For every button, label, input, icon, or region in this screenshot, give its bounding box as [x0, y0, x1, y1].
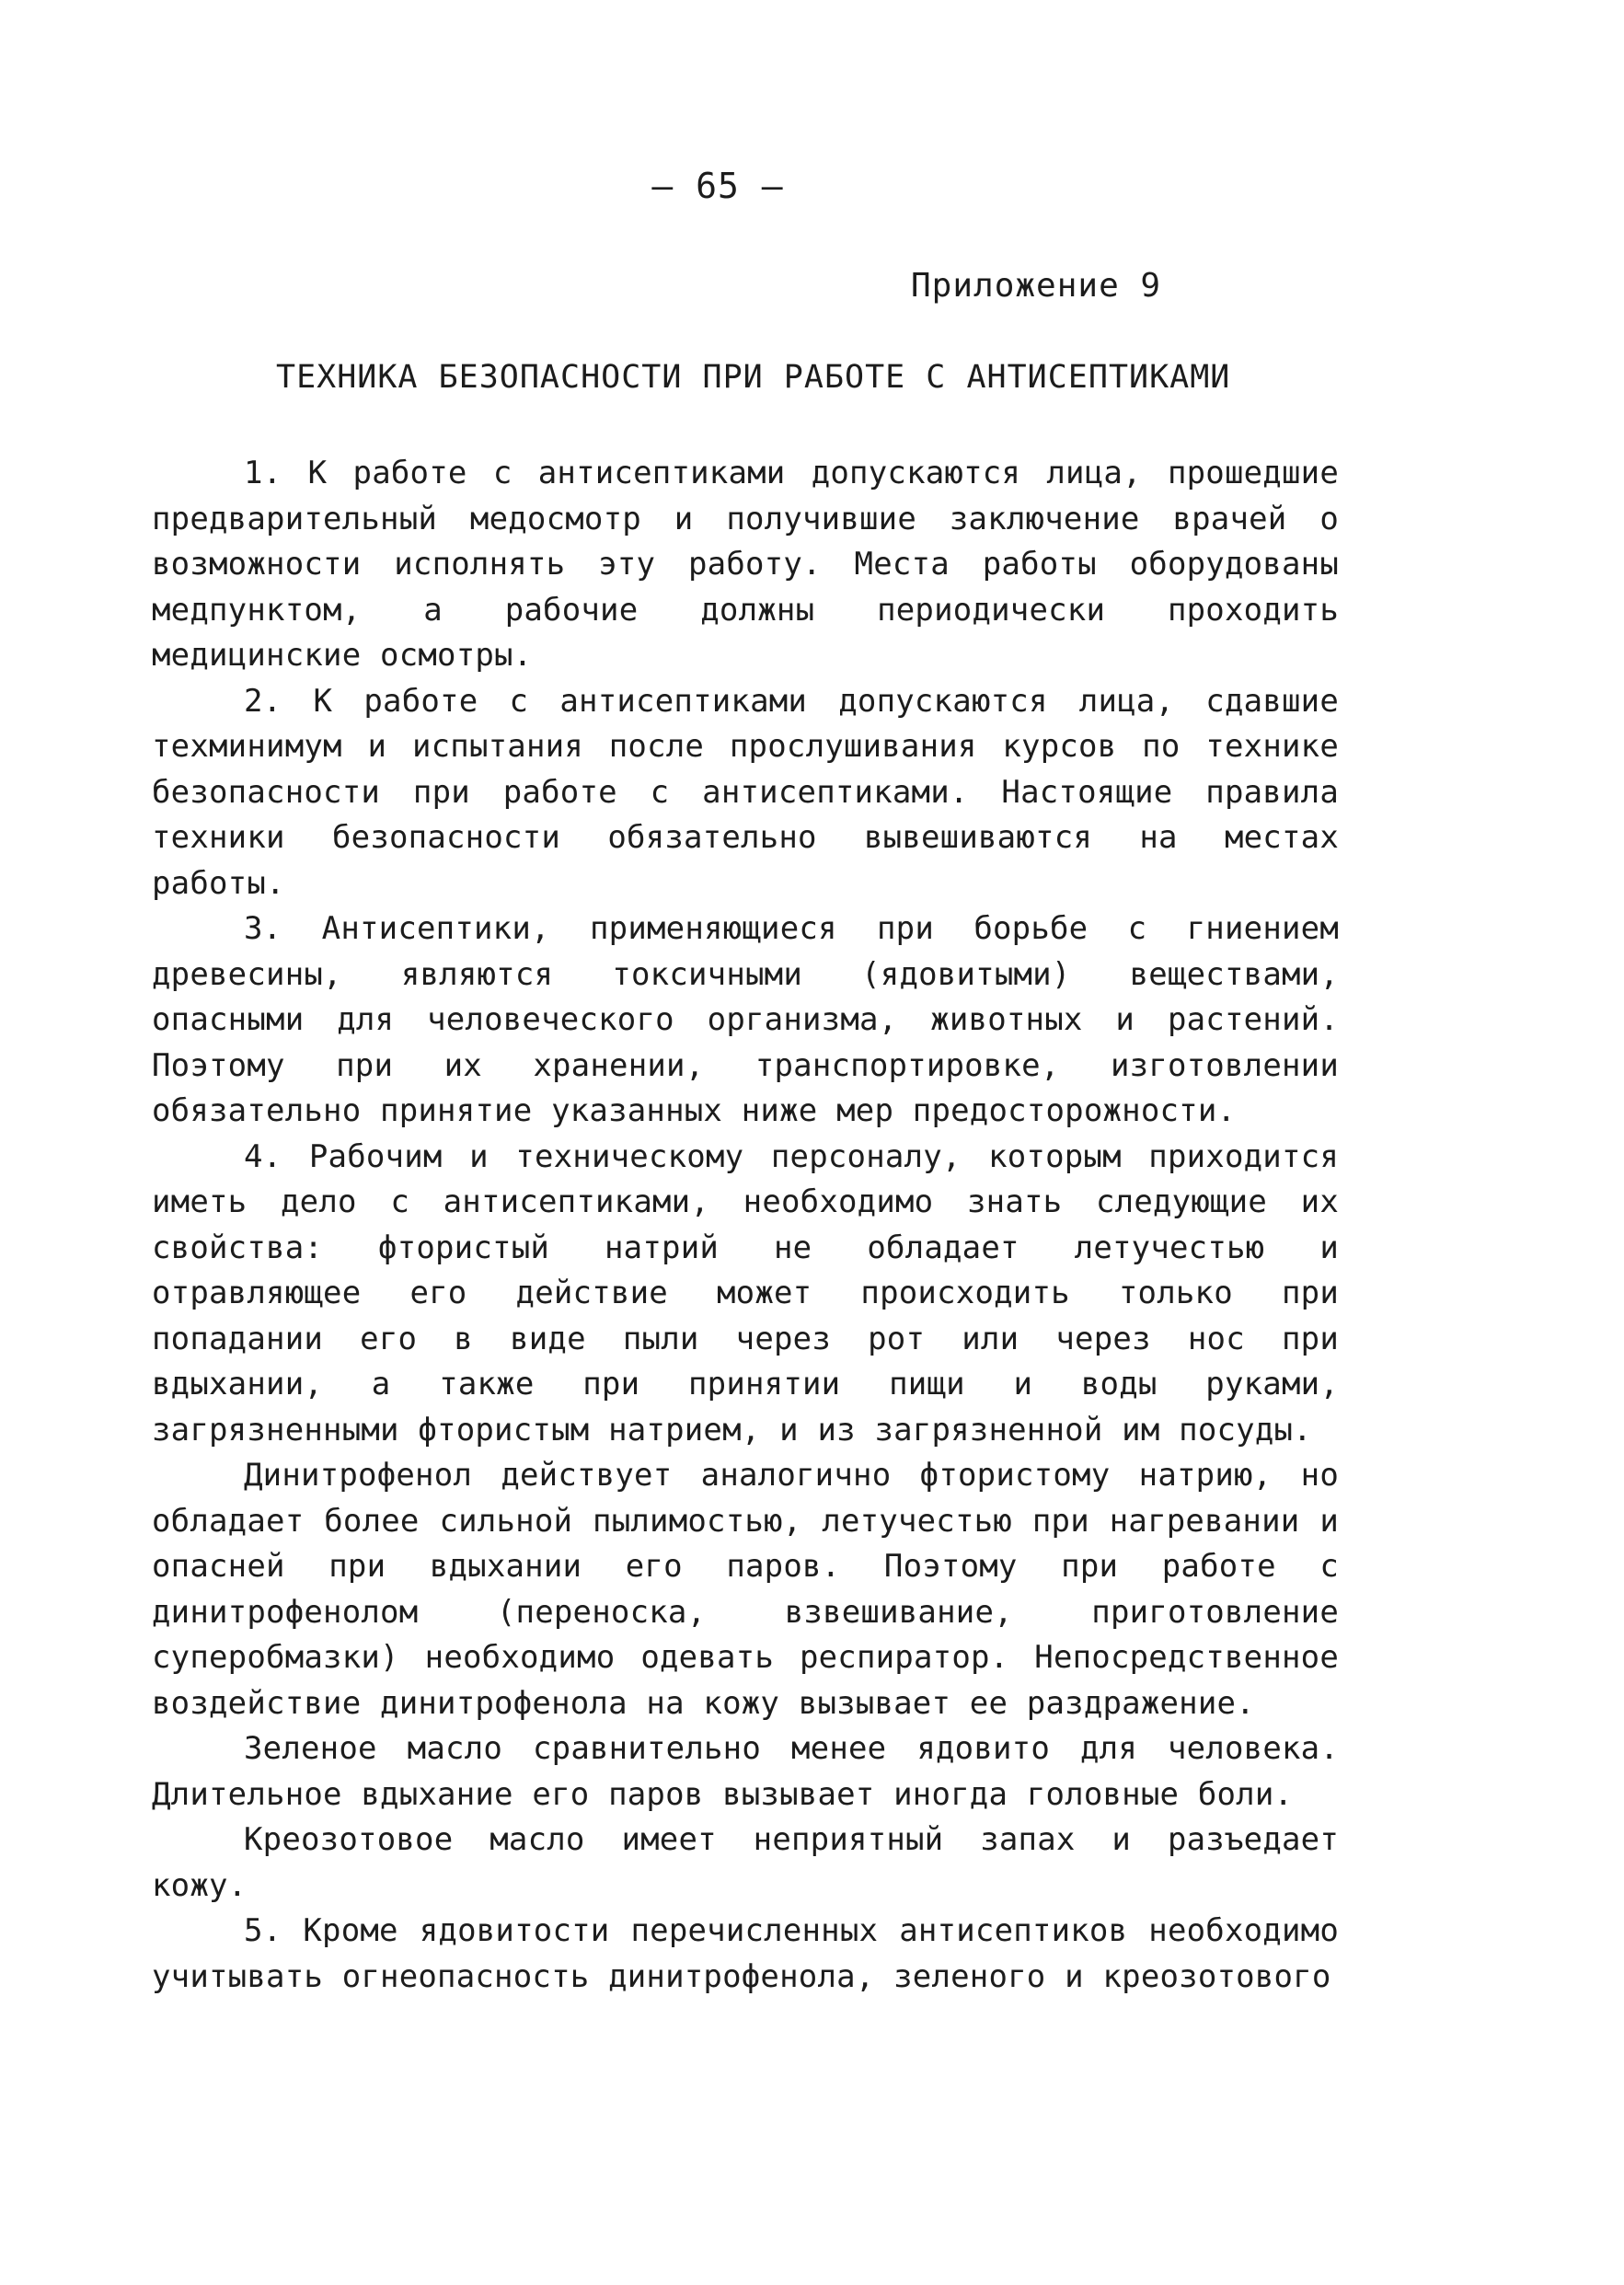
paragraph-creosote-oil: Креозотовое масло имеет неприятный запах и разъедает кожу.: [152, 1821, 1339, 1904]
paragraph-5: 5. Кроме ядовитости перечисленных антисептиков необходимо учитывать огнеопасность динитрофенола, зеленого и креозотового: [152, 1912, 1339, 1995]
appendix-label: Приложение 9: [911, 267, 1162, 305]
paragraph-4: 4. Рабочим и техническому персоналу, которым приходится иметь дело с антисептиками, необходимо знать следующие их свойства: фтористый натрий не обладает летучестью и отравляющее его действие может происходить только при попадании его в виде пыли через рот или через нос при вдыхании, а также при принятии пищи и воды руками, загрязненными фтористым натрием, и из загрязненной им посуды.: [152, 1137, 1339, 1448]
paragraph-dinitrophenol: Динитрофенол действует аналогично фтористому натрию, но обладает более сильной пылимостью, летучестью при нагревании и опасней при вдыхании его паров. Поэтому при работе с динитрофенолом (переноска, взвешивание, приготовление суперобмазки) необходимо одевать респиратор. Непосредственное воздействие динитрофенола на кожу вызывает ее раздражение.: [152, 1457, 1339, 1722]
document-title: ТЕХНИКА БЕЗОПАСНОСТИ ПРИ РАБОТЕ С АНТИСЕПТИКАМИ: [276, 359, 1231, 396]
paragraph-green-oil: Зеленое масло сравнительно менее ядовито для человека. Длительное вдыхание его паров вызывает иногда головные боли.: [152, 1730, 1339, 1813]
body-text: [152, 451, 1339, 2000]
paragraph-3: 3. Антисептики, применяющиеся при борьбе с гниением древесины, являются токсичными (ядовитыми) веществами, опасными для человеческого организма, животных и растений. Поэтому при их хранении, транспортировке, изготовлении обязательно принятие указанных ниже мер предосторожности.: [152, 910, 1339, 1129]
page-number: — 65 —: [651, 166, 784, 206]
paragraph-1: 1. К работе с антисептиками допускаются лица, прошедшие предварительный медосмотр и получившие заключение врачей о возможности исполнять эту работу. Места работы оборудованы медпунктом, а рабочие должны периодически проходить медицинские осмотры.: [152, 455, 1339, 674]
paragraph-2: 2. К работе с антисептиками допускаются лица, сдавшие техминимум и испытания после прослушивания курсов по технике безопасности при работе с антисептиками. Настоящие правила техники безопасности обязательно вывешиваются на местах работы.: [152, 682, 1339, 902]
